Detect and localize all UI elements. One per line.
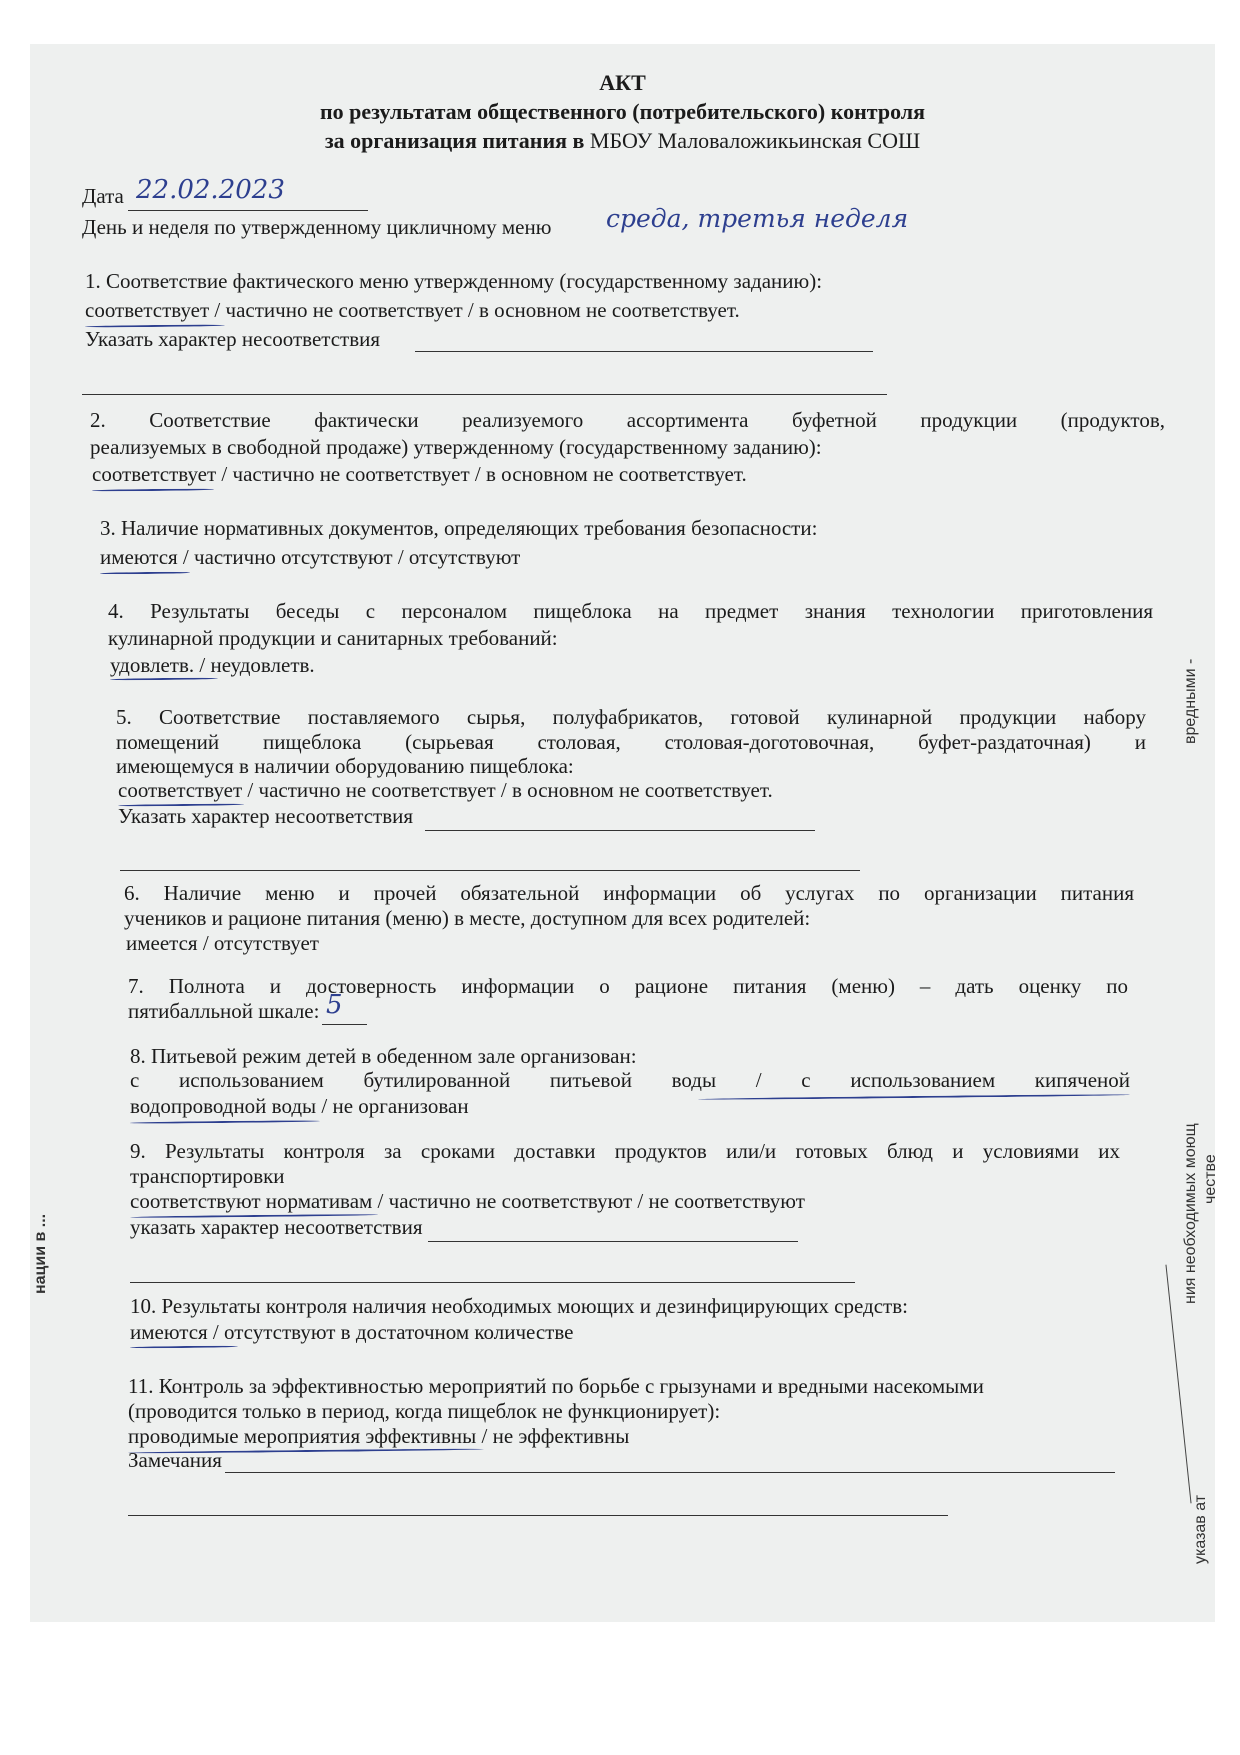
item-8-options-line-2: водопроводной воды / не организован (130, 1094, 469, 1118)
item-10-options: имеются / отсутствуют в достаточном количестве (130, 1320, 574, 1344)
date-label: Дата (82, 184, 124, 208)
item-9-options: соответствуют нормативам / частично не соответствуют / не соответствуют (130, 1189, 805, 1213)
item-11-question-line-2: (проводится только в период, когда пищеблок не функционирует): (128, 1399, 721, 1423)
item-1-question: 1. Соответствие фактического меню утвержденному (государственному заданию): (85, 269, 823, 293)
item-11-options: проводимые мероприятия эффективны / не эффективны (128, 1424, 630, 1448)
item-3-options: имеются / частично отсутствуют / отсутствуют (100, 545, 521, 569)
item-10-question: 10. Результаты контроля наличия необходимых моющих и дезинфицирующих средств: (130, 1294, 908, 1318)
item-4-question-line-1: 4. Результаты беседы с персоналом пищеблока на предмет знания технологии приготовления (108, 599, 1153, 623)
subtitle-bold-part: за организация питания в (324, 128, 585, 153)
item-7-question-line-1: 7. Полнота и достоверность информации о рационе питания (меню) – дать оценку по (128, 974, 1128, 998)
item-8-options-line-1: с использованием бутилированной питьевой воды / с использованием кипяченой (130, 1068, 1130, 1092)
item-4-options: удовлетв. / неудовлетв. (110, 653, 315, 677)
edge-text-right-top: вредными - (1182, 658, 1199, 744)
day-week-label: День и неделя по утвержденному цикличному меню (82, 215, 552, 239)
item-5-question-line-2: помещений пищеблока (сырьевая столовая, столовая-доготовочная, буфет-раздаточная) и (116, 730, 1146, 754)
item-1-nonconformity-label: Указать характер несоответствия (85, 327, 381, 351)
item-11-question-line-1: 11. Контроль за эффективностью мероприятий по борьбе с грызунами и вредными насекомыми (128, 1374, 984, 1398)
day-week-handwritten: среда, третья неделя (606, 204, 909, 233)
item-6-question-line-1: 6. Наличие меню и прочей обязательной информации об услугах по организации питания (124, 881, 1134, 905)
edge-text-right-bottom: указав ат (1192, 1494, 1209, 1564)
item-6-question-line-2: учеников и рационе питания (меню) в месте, доступном для всех родителей: (124, 906, 811, 930)
item-5-nonconformity-label: Указать характер несоответствия (118, 804, 414, 828)
item-7-score-handwritten: 5 (326, 990, 343, 1020)
item-8-question: 8. Питьевой режим детей в обеденном зале организован: (130, 1044, 637, 1068)
item-6-options: имеется / отсутствует (126, 931, 319, 955)
item-3-question: 3. Наличие нормативных документов, определяющих требования безопасности: (100, 516, 818, 540)
school-name: МБОУ Маловаложикьинская СОШ (584, 128, 921, 153)
item-5-question-line-3: имеющемуся в наличии оборудованию пищеблока: (116, 754, 574, 778)
date-handwritten: 22.02.2023 (136, 175, 285, 205)
item-9-question-line-2: транспортировки (130, 1164, 285, 1188)
item-1-options: соответствует / частично не соответствует / в основном не соответствует. (85, 298, 740, 322)
document-title: АКТ (599, 70, 646, 95)
item-11-remarks-label: Замечания (128, 1448, 222, 1472)
item-9-question-line-1: 9. Результаты контроля за сроками доставки продуктов или/и готовых блюд и условиями их (130, 1139, 1120, 1163)
item-9-nonconformity-label: указать характер несоответствия (130, 1215, 423, 1239)
item-7-question-line-2: пятибалльной шкале: (128, 999, 320, 1023)
document-subtitle-1: по результатам общественного (потребительского) контроля (319, 99, 926, 124)
edge-text-right-mid-2: честве (1202, 1154, 1219, 1204)
item-4-question-line-2: кулинарной продукции и санитарных требований: (108, 626, 558, 650)
document-page (30, 44, 1219, 1622)
document-subtitle-2 (30, 128, 1215, 154)
edge-text-left: нации в ... (32, 1213, 49, 1294)
item-2-options: соответствует / частично не соответствует / в основном не соответствует. (92, 462, 747, 486)
item-5-question-line-1: 5. Соответствие поставляемого сырья, полуфабрикатов, готовой кулинарной продукции набору (116, 705, 1146, 729)
item-2-question-line-2: реализуемых в свободной продаже) утвержденному (государственному заданию): (90, 435, 822, 459)
item-5-options: соответствует / частично не соответствует / в основном не соответствует. (118, 778, 773, 802)
item-2-question-line-1: 2. Соответствие фактически реализуемого ассортимента буфетной продукции (продуктов, (90, 408, 1165, 432)
edge-text-right-mid: ния необходимых моющ (1182, 1123, 1199, 1304)
